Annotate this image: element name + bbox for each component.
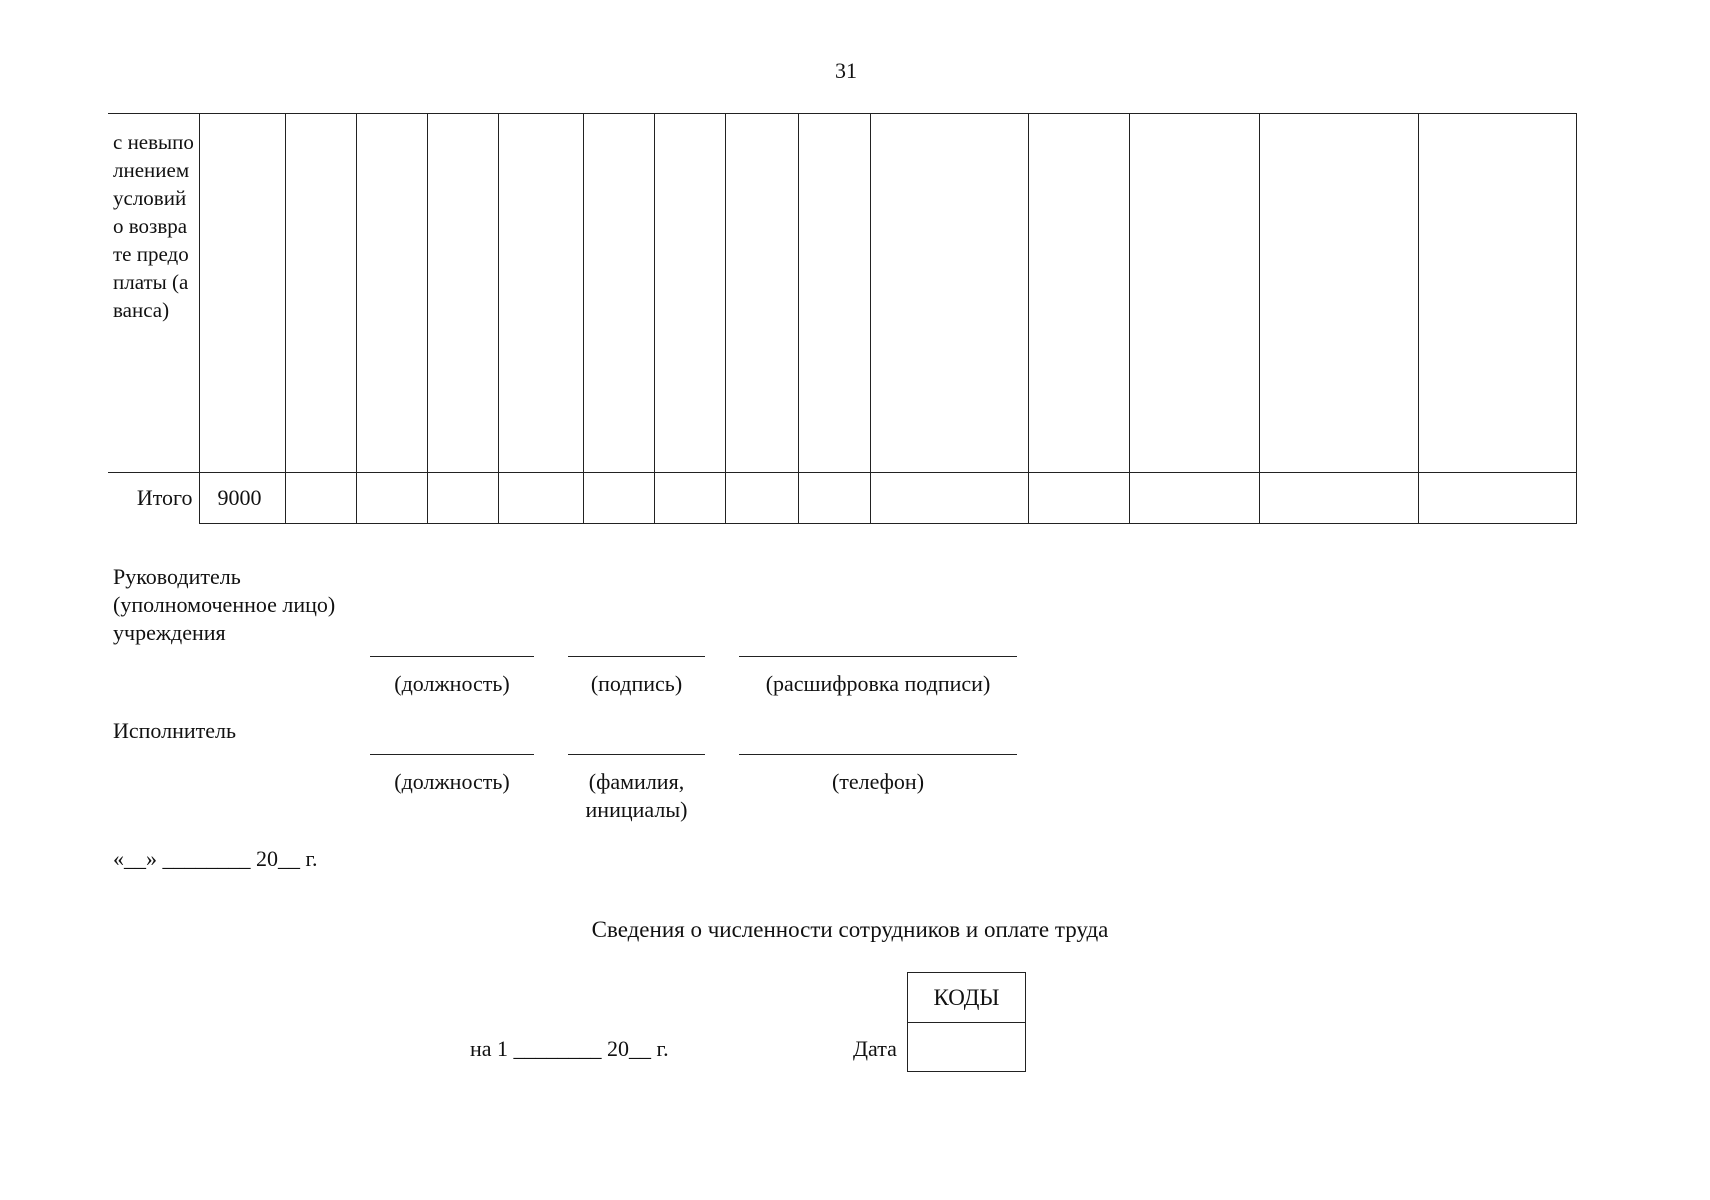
table-cell <box>427 114 498 473</box>
executor-name-line <box>568 754 705 755</box>
head-decoding-line <box>739 656 1017 657</box>
table-cell <box>1129 473 1259 524</box>
executor-phone-line <box>739 754 1017 755</box>
page-number: 31 <box>835 58 857 83</box>
table-cell <box>498 114 583 473</box>
row-label: с невыполнением условий о возврате предоплаты (аванса) <box>113 130 194 322</box>
total-label: Итого <box>136 485 193 511</box>
table-cell <box>285 114 356 473</box>
total-label-cell <box>108 473 199 524</box>
table-cell <box>427 473 498 524</box>
table-cell <box>870 473 1028 524</box>
head-decoding-caption: (расшифровка подписи) <box>765 671 991 696</box>
head-position-line <box>370 656 534 657</box>
executor-label: Исполнитель <box>113 718 237 743</box>
head-signature-caption: (подпись) <box>590 671 683 696</box>
total-value-cell <box>199 473 285 524</box>
executor-position-caption: (должность) <box>394 769 510 794</box>
table-cell <box>1129 114 1259 473</box>
executor-name-caption: (фамилия, инициалы) <box>585 769 688 822</box>
head-position-caption: (должность) <box>394 671 510 696</box>
table-cell <box>654 473 725 524</box>
table-row <box>108 114 1576 473</box>
date-label: Дата <box>853 1036 897 1061</box>
date-code-cell[interactable] <box>908 1023 1025 1071</box>
table-cell <box>583 114 654 473</box>
table-cell <box>870 114 1028 473</box>
table-cell <box>798 114 870 473</box>
row-label-cell <box>108 114 199 473</box>
codes-header: КОДЫ <box>908 973 1025 1023</box>
executor-position-line <box>370 754 534 755</box>
table-cell <box>798 473 870 524</box>
date-line: «__» ________ 20__ г. <box>113 846 318 871</box>
table-cell <box>725 114 798 473</box>
table-cell <box>1028 473 1129 524</box>
codes-box <box>907 972 1026 1072</box>
table-cell <box>1028 114 1129 473</box>
table-cell <box>1418 473 1576 524</box>
table-cell <box>1259 114 1418 473</box>
table-cell <box>285 473 356 524</box>
table-cell <box>725 473 798 524</box>
as-of-date: на 1 ________ 20__ г. <box>470 1036 669 1061</box>
table-cell <box>1418 114 1576 473</box>
table-cell <box>356 473 427 524</box>
table-cell <box>583 473 654 524</box>
head-signature-line <box>568 656 705 657</box>
table-cell <box>498 473 583 524</box>
main-table <box>108 113 1577 524</box>
total-row <box>108 473 1576 524</box>
table-cell <box>356 114 427 473</box>
table-cell <box>199 114 285 473</box>
total-value: 9000 <box>217 485 262 510</box>
table-cell <box>1259 473 1418 524</box>
section-title: Сведения о численности сотрудников и оплате труда <box>591 917 1109 942</box>
table-cell <box>654 114 725 473</box>
head-label: Руководитель (уполномоченное лицо) учреждения <box>113 564 336 645</box>
executor-phone-caption: (телефон) <box>831 769 925 794</box>
